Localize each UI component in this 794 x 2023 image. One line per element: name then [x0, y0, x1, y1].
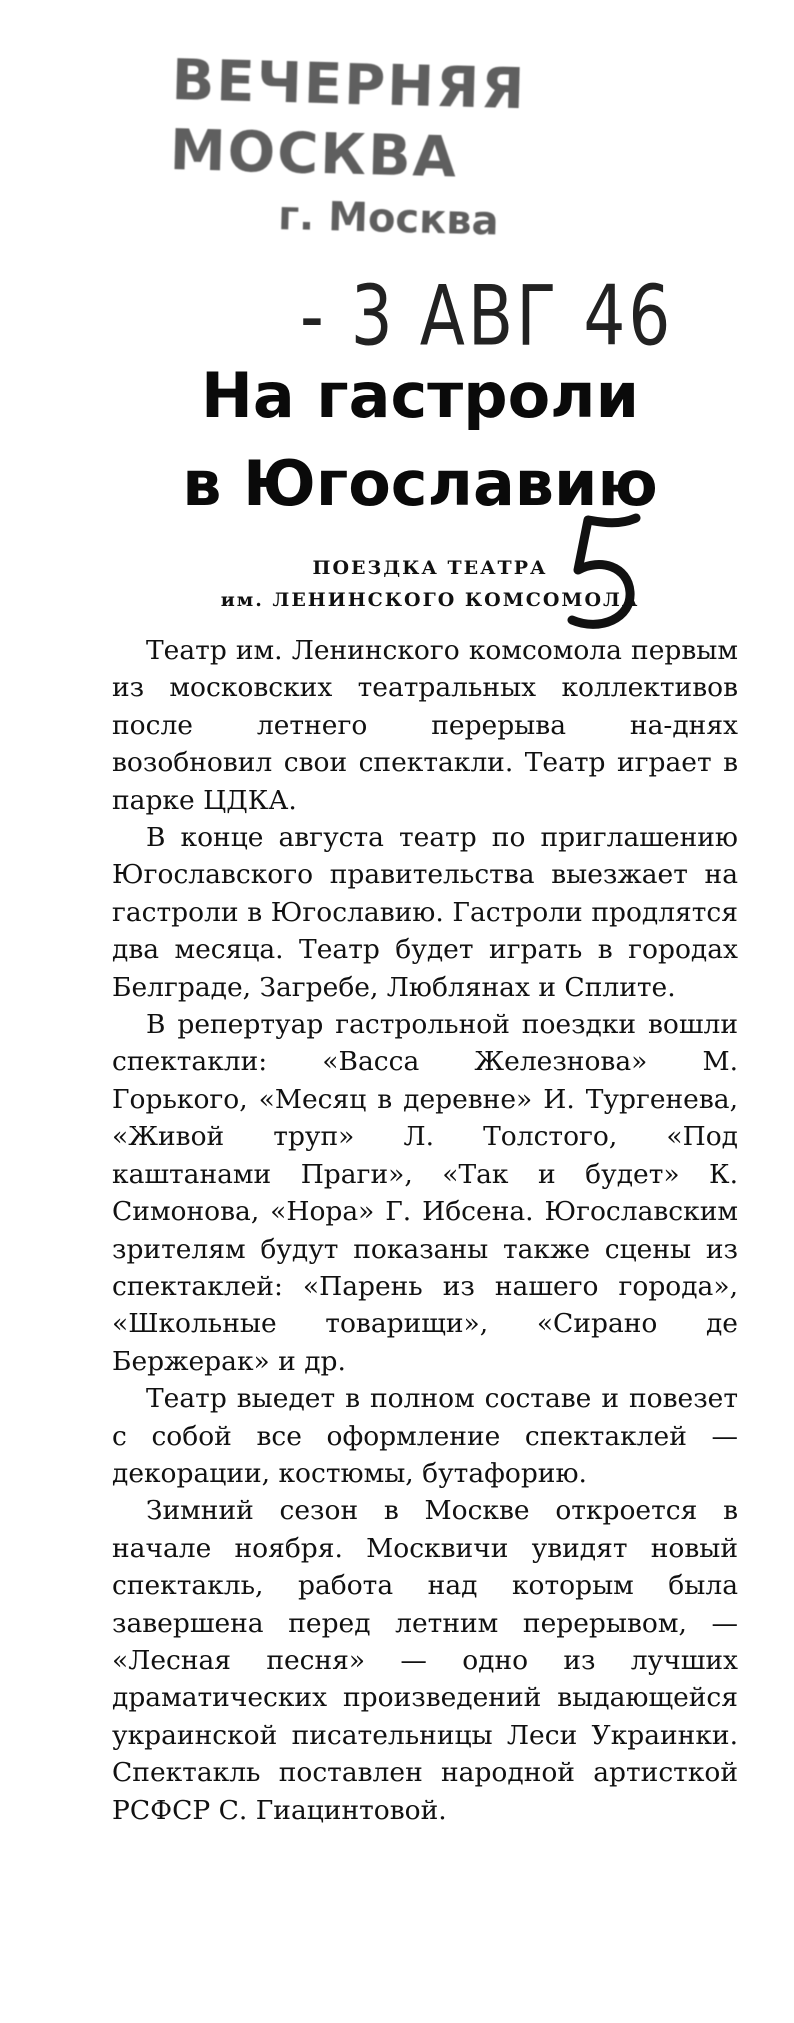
subheading-line-2: им. ЛЕНИНСКОГО КОМСОМОЛА: [220, 589, 640, 611]
article-paragraph: Зимний сезон в Москве откроется в начале ноября. Москвичи увидят новый спектакль, работа над которым была завершена перед летним перерывом, — «Лесная песня» — одно из лучших драматических произведений выдающейся украинской писательницы Леси Украинки. Спектакль поставлен народной артисткой РСФСР С. Гиацинтовой.: [112, 1495, 738, 1826]
stamp-newspaper-name: ВЕЧЕРНЯЯ МОСКВА: [169, 48, 528, 191]
article-body: [112, 632, 738, 1829]
article-paragraph: Театр выедет в полном составе и повезет с собой все оформление спектаклей — декорации, костюмы, бутафорию.: [112, 1383, 738, 1489]
article-paragraph: В конце августа театр по приглашению Югославского правительства выезжает на гастроли в Югославию. Гастроли продлятся два месяца. Театр будет играть в городах Белграде, Загребе, Люблянах и Сплите.: [112, 822, 738, 1003]
newspaper-stamp: [168, 46, 633, 252]
subheading: [120, 552, 740, 616]
date-stamp: - 3 АВГ 46: [300, 268, 674, 365]
subheading-line-1: ПОЕЗДКА ТЕАТРА: [312, 557, 548, 579]
headline-line-2: в Югославию: [182, 447, 658, 520]
article-paragraph: В репертуар гастрольной поездки вошли спектакли: «Васса Железнова» М. Горького, «Месяц в деревне» И. Тургенева, «Живой труп» Л. Толстого, «Под каштанами Праги», «Так и будет» К. Симонова, «Нора» Г. Ибсена. Югославским зрителям будут показаны также сцены из спектаклей: «Парень из нашего города», «Школьные товарищи», «Сирано де Бержерак» и др.: [112, 1009, 738, 1377]
article-paragraph: Театр им. Ленинского комсомола первым из московских театральных коллективов после летнего перерыва на-днях возобновил свои спектакли. Театр играет в парке ЦДКА.: [112, 635, 738, 816]
headline: [120, 352, 720, 528]
stamp-city: г. Москва: [277, 192, 500, 245]
headline-line-1: На гастроли: [200, 359, 640, 432]
